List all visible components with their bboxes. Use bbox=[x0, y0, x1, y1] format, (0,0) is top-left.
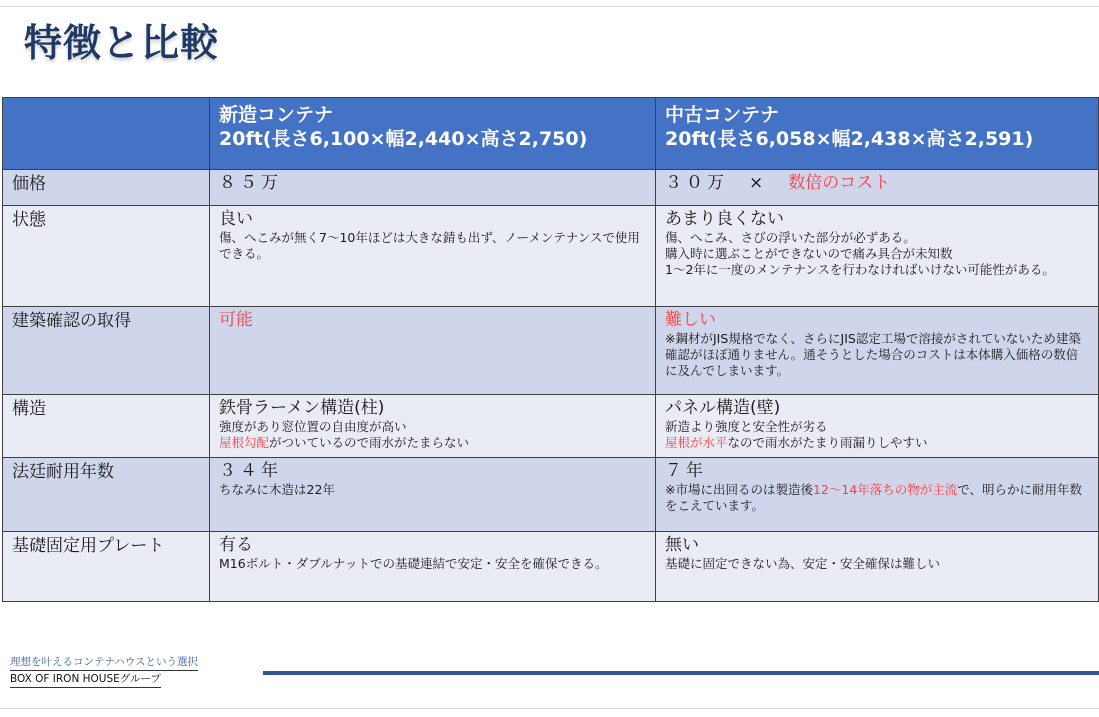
new-roof-slope-highlight: 屋根勾配 bbox=[219, 435, 270, 450]
footer-brand: BOX OF IRON HOUSEグループ bbox=[10, 671, 161, 688]
cell-used-structure bbox=[656, 395, 1099, 458]
row-label-price: 価格 bbox=[3, 170, 210, 206]
row-label-state: 状態 bbox=[3, 206, 210, 307]
new-roof-slope-text: がついているので雨水がたまらない bbox=[269, 435, 470, 450]
used-state-detail-3: 1〜2年に一度のメンテナンスを行わなければいけない可能性がある。 bbox=[665, 262, 1055, 277]
cell-used-building-permit bbox=[656, 307, 1099, 395]
row-label-foundation-plate: 基礎固定用プレート bbox=[3, 532, 210, 602]
comparison-table bbox=[2, 97, 1099, 602]
header-new-container bbox=[210, 98, 656, 170]
used-lifespan-note-a: ※市場に出回るのは製造後 bbox=[665, 482, 813, 497]
bottom-divider bbox=[0, 708, 1099, 709]
table-row-lifespan bbox=[3, 458, 1099, 532]
cell-used-lifespan bbox=[656, 458, 1099, 532]
new-state-detail: 傷、へこみが無く7〜10年ほどは大きな錆も出ず、ノーメンテナンスで使用できる。 bbox=[219, 230, 640, 261]
used-flat-roof-highlight: 屋根が水平 bbox=[665, 435, 728, 450]
header-new-size: 20ft(長さ6,100×幅2,440×高さ2,750) bbox=[219, 128, 588, 150]
slide-title: 特徴と比較 bbox=[24, 21, 220, 65]
used-state-main: あまり良くない bbox=[665, 209, 784, 229]
used-price-value: ３０万 × bbox=[665, 173, 789, 193]
used-structure-detail-2 bbox=[665, 435, 1089, 451]
cell-new-building-permit bbox=[210, 307, 656, 395]
used-structure-main: パネル構造(壁) bbox=[665, 398, 781, 418]
cell-new-lifespan bbox=[210, 458, 656, 532]
new-structure-detail-1: 強度があり窓位置の自由度が高い bbox=[219, 419, 407, 434]
header-corner-cell bbox=[3, 98, 210, 170]
row-label-building-permit: 建築確認の取得 bbox=[3, 307, 210, 395]
used-price-line bbox=[665, 173, 1089, 194]
table-row-state bbox=[3, 206, 1099, 307]
new-state-main: 良い bbox=[219, 209, 253, 229]
footer-tagline: 理想を叶えるコンテナハウスという選択 bbox=[10, 654, 198, 671]
table-row-structure bbox=[3, 395, 1099, 458]
new-structure-main: 鉄骨ラーメン構造(柱) bbox=[219, 398, 385, 418]
used-lifespan-note-b: で、明らかに耐用年数をこえています。 bbox=[665, 482, 1083, 513]
used-price-note: 数倍のコスト bbox=[788, 173, 891, 193]
used-state-detail-2: 購入時に選ぶことができないので痛み具合が未知数 bbox=[665, 246, 953, 261]
footer-accent-bar bbox=[263, 671, 1099, 675]
used-building-permit-detail: ※鋼材がJIS規格でなく、さらにJIS認定工場で溶接がされていないため建築確認がほぼ通りません。通そうとした場合のコストは本体購入価格の数倍に及んでしまいます。 bbox=[665, 331, 1081, 378]
cell-new-foundation-plate bbox=[210, 532, 656, 602]
table-row-building-permit bbox=[3, 307, 1099, 395]
used-lifespan-highlight: 12〜14年落ちの物が主流 bbox=[812, 482, 958, 497]
table-row-price bbox=[3, 170, 1099, 206]
new-building-permit-value: 可能 bbox=[219, 310, 253, 330]
header-new-title: 新造コンテナ bbox=[219, 104, 334, 126]
used-structure-detail-1: 新造より強度と安全性が劣る bbox=[665, 419, 828, 434]
used-plate-detail: 基礎に固定できない為、安定・安全確保は難しい bbox=[665, 556, 941, 571]
cell-new-state bbox=[210, 206, 656, 307]
used-state-detail-1: 傷、へこみ、さびの浮いた部分が必ずある。 bbox=[665, 230, 916, 245]
top-divider bbox=[0, 6, 1099, 7]
used-lifespan-note bbox=[665, 482, 1089, 514]
used-plate-main: 無い bbox=[665, 535, 699, 555]
new-lifespan-note: ちなみに木造は22年 bbox=[219, 482, 335, 497]
new-price-value: ８５万 bbox=[219, 173, 282, 193]
cell-new-price bbox=[210, 170, 656, 206]
cell-new-structure bbox=[210, 395, 656, 458]
header-used-container bbox=[656, 98, 1099, 170]
header-used-title: 中古コンテナ bbox=[665, 104, 780, 126]
cell-used-foundation-plate bbox=[656, 532, 1099, 602]
new-plate-main: 有る bbox=[219, 535, 253, 555]
new-structure-detail-2 bbox=[219, 435, 646, 451]
header-used-size: 20ft(長さ6,058×幅2,438×高さ2,591) bbox=[665, 128, 1034, 150]
table-header-row bbox=[3, 98, 1099, 170]
new-plate-detail: M16ボルト・ダブルナットでの基礎連結で安定・安全を確保できる。 bbox=[219, 556, 608, 571]
new-lifespan-value: ３４年 bbox=[219, 461, 282, 481]
table-row-foundation-plate bbox=[3, 532, 1099, 602]
used-building-permit-value: 難しい bbox=[665, 310, 716, 330]
used-flat-roof-text: なので雨水がたまり雨漏りしやすい bbox=[727, 435, 928, 450]
used-lifespan-value: ７年 bbox=[665, 461, 707, 481]
row-label-lifespan: 法廷耐用年数 bbox=[3, 458, 210, 532]
cell-used-price bbox=[656, 170, 1099, 206]
cell-used-state bbox=[656, 206, 1099, 307]
row-label-structure: 構造 bbox=[3, 395, 210, 458]
